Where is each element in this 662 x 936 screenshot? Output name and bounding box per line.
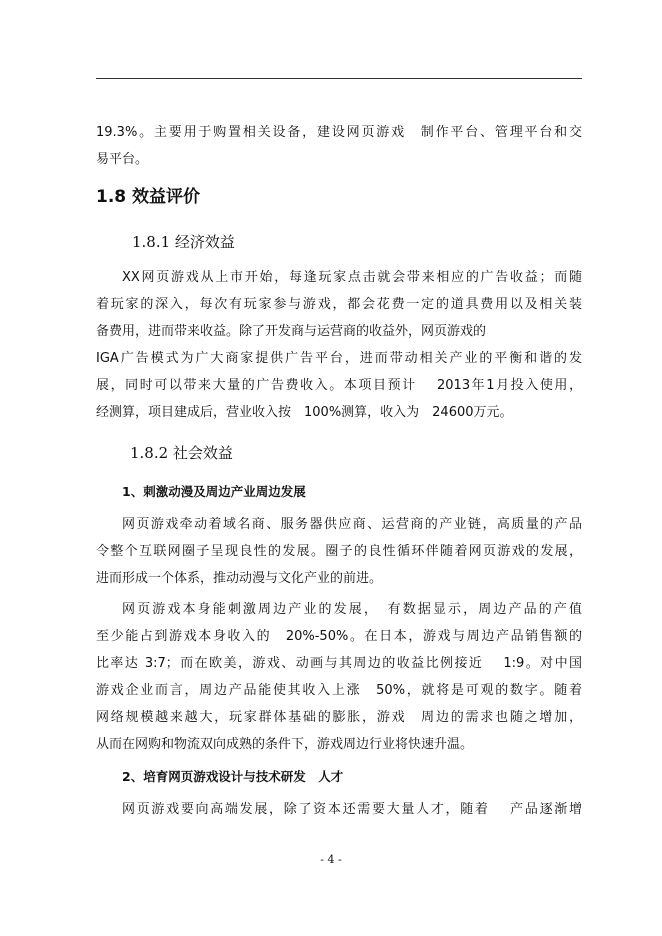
text-line: 网页游戏本身能刺激周边产业的发展， 有数据显示，周边产品的产值 bbox=[122, 602, 582, 617]
header-rule bbox=[96, 78, 582, 79]
text-line: 展，同时可以带来大量的广告费收入。本项目预计 2013年1月投入使用， bbox=[96, 378, 582, 393]
page-number: - 4 - bbox=[320, 853, 342, 866]
section-title: 1.8 效益评价 bbox=[96, 187, 201, 207]
social-paragraph-2 bbox=[96, 596, 582, 758]
economic-paragraph bbox=[96, 264, 582, 426]
subsection-economic-heading: 1.8.1 经济效益 bbox=[132, 233, 235, 251]
text-line: XX网页游戏从上市开始，每逢玩家点击就会带来相应的广告收益；而随 bbox=[122, 270, 582, 285]
text-line: 网络规模越来越大，玩家群体基础的膨胀，游戏 周边的需求也随之增加， bbox=[96, 710, 582, 725]
social-point-1-heading: 1、刺激动漫及周边产业周边发展 bbox=[122, 484, 306, 499]
text-line: 至少能占到游戏本身收入的 20%-50%。在日本，游戏与周边产品销售额的 bbox=[96, 629, 582, 644]
text-line: 游戏企业而言，周边产品能使其收入上涨 50%，就将是可观的数字。随着 bbox=[96, 683, 582, 698]
text-line: 令整个互联网圈子呈现良性的发展。圈子的良性循环伴随着网页游戏的发展， bbox=[96, 544, 582, 559]
text-line: 进而形成一个体系，推动动漫与文化产业的前进。 bbox=[96, 571, 383, 586]
social-paragraph-1 bbox=[96, 511, 582, 592]
text-line: 网页游戏牵动着域名商、服务器供应商、运营商的产业链，高质量的产品 bbox=[122, 517, 582, 532]
intro-paragraph bbox=[96, 119, 582, 173]
social-point-2-heading: 2、培育网页游戏设计与技术研发 人才 bbox=[122, 769, 344, 784]
text-line: 经测算，项目建成后，营业收入按 100%测算，收入为 24600万元。 bbox=[96, 405, 513, 420]
text-line: 网页游戏要向高端发展，除了资本还需要大量人才，随着 产品逐渐增 bbox=[122, 802, 582, 817]
subsection-social-heading: 1.8.2 社会效益 bbox=[130, 444, 233, 462]
text-line: 着玩家的深入，每次有玩家参与游戏，都会花费一定的道具费用以及相关装 bbox=[96, 297, 582, 312]
text-line: 比率达 3:7；而在欧美，游戏、动画与其周边的收益比例接近 1:9。对中国 bbox=[96, 656, 582, 671]
text-line: 易平台。 bbox=[96, 152, 149, 167]
social-paragraph-3 bbox=[96, 796, 582, 823]
text-line: 19.3%。主要用于购置相关设备，建设网页游戏 制作平台、管理平台和交 bbox=[96, 125, 582, 140]
text-line: 从而在网购和物流双向成熟的条件下，游戏周边行业将快速升温。 bbox=[96, 737, 474, 752]
text-line: IGA广告模式为广大商家提供广告平台，进而带动相关产业的平衡和谐的发 bbox=[96, 351, 582, 366]
text-line: 备费用，进而带来收益。除了开发商与运营商的收益外，网页游戏的 bbox=[96, 324, 487, 339]
